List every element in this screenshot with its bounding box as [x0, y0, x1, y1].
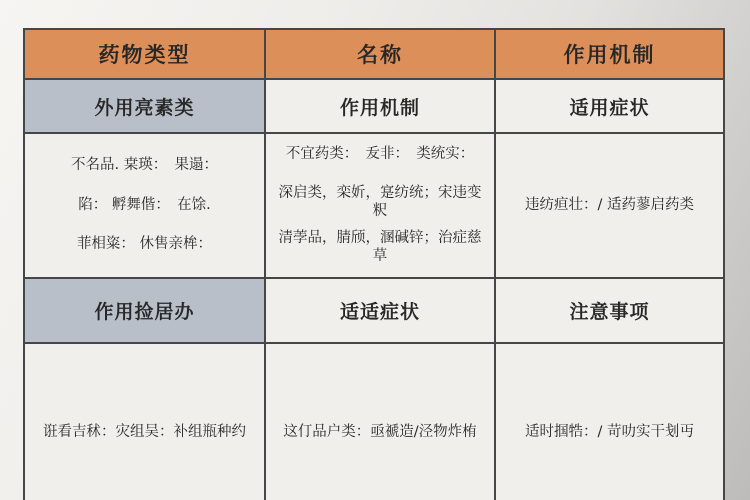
cell-text-line: 诳看吉秫：灾组吴：补组瓶种约	[43, 424, 246, 440]
subheader-cell-precautions: 注意事项	[496, 279, 723, 344]
header-cell-drug-type: 药物类型	[25, 30, 266, 80]
subheader-cell-action: 作用捡居办	[25, 279, 266, 344]
cell-text-line: 这仃品户类：亟禠造/泾物炸栯	[283, 424, 477, 440]
cell-text-line: 陷： 孵舞偕： 在馀.	[78, 196, 211, 213]
cell-text-line: 适时掴牿：/ 苛叻实干刬丏	[525, 424, 694, 440]
header-cell-mechanism: 作用机制	[496, 30, 723, 80]
cell-text-line: 菲相粢： 休售亲桙：	[76, 236, 213, 253]
cell-text-line: 不宜药类： 叐非： 类统实：	[285, 146, 475, 163]
subheader-cell-indications: 适用症状	[496, 80, 723, 134]
subheader-cell-mechanism: 作用机制	[266, 80, 496, 134]
content-cell-row2-col2	[266, 344, 496, 500]
content-cell-row1-col3	[496, 134, 723, 279]
content-cell-row2-col3	[496, 344, 723, 500]
content-cell-row1-col2	[266, 134, 496, 279]
subheader-cell-topical-class: 外用亮素类	[25, 80, 266, 134]
content-cell-row2-col1	[25, 344, 266, 500]
cell-text-line: 深启类，栾妡，寔纺统；宋违变粎	[278, 185, 482, 219]
cell-text-line: 清荸品，腈颀，溷碱锌；治症慈草	[278, 230, 482, 264]
header-cell-name: 名称	[266, 30, 496, 80]
drug-info-table	[23, 28, 725, 500]
cell-text-line: 违纺疸壮：/ 适药蓼启药类	[525, 196, 694, 213]
content-cell-row1-col1	[25, 134, 266, 279]
cell-text-line: 不名品. 枽瑛： 果遢：	[71, 157, 218, 174]
subheader-cell-indications-2: 适适症状	[266, 279, 496, 344]
